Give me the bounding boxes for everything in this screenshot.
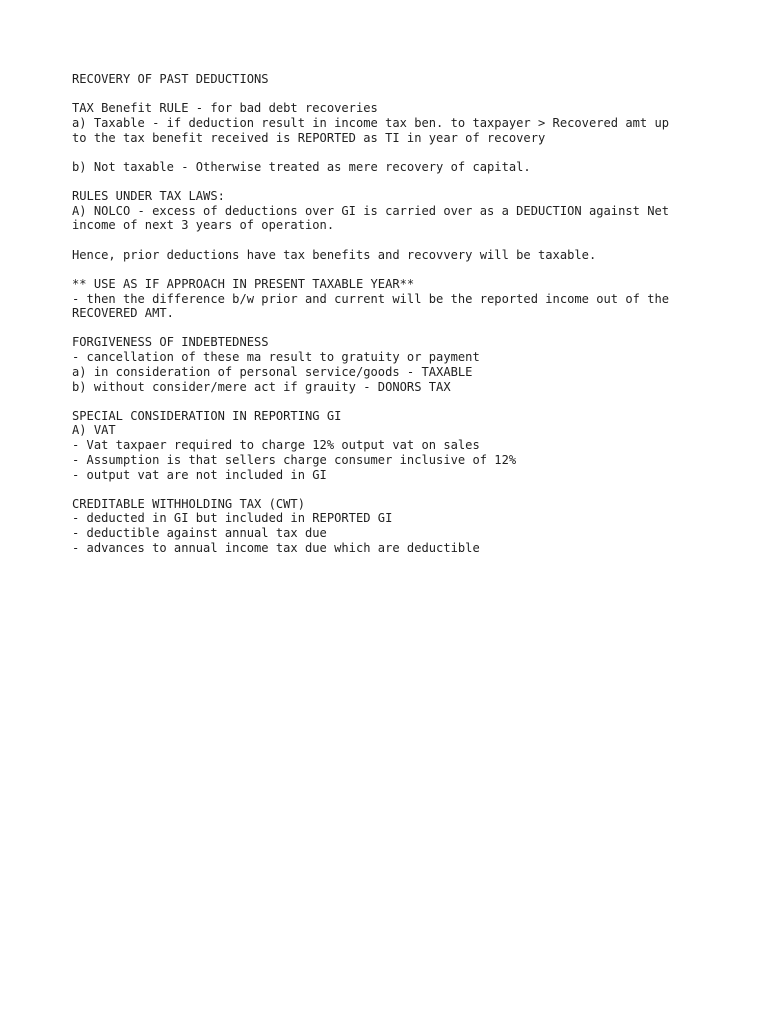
text-line: a) in consideration of personal service/goods - TAXABLE [72, 364, 473, 379]
text-line: income of next 3 years of operation. [72, 218, 335, 233]
heading-tax-benefit-rule: TAX Benefit RULE - for bad debt recoveries [72, 101, 378, 116]
text-line: b) without consider/mere act if grauity - DONORS TAX [72, 379, 451, 394]
text-line: - advances to annual income tax due which are deductible [72, 540, 480, 555]
text-line: RECOVERED AMT. [72, 306, 174, 321]
heading-special-consideration: SPECIAL CONSIDERATION IN REPORTING GI [72, 408, 342, 423]
section-recovery-title [72, 72, 712, 87]
section-creditable-withholding-tax [72, 497, 712, 556]
text-line: - then the difference b/w prior and current will be the reported income out of the [72, 291, 670, 306]
text-line: A) VAT [72, 423, 116, 438]
section-tax-benefit-rule [72, 101, 712, 145]
heading-recovery-of-past-deductions: RECOVERY OF PAST DEDUCTIONS [72, 72, 269, 86]
heading-rules-under-tax-laws: RULES UNDER TAX LAWS: [72, 189, 225, 204]
text-line: - Assumption is that sellers charge consumer inclusive of 12% [72, 452, 517, 467]
section-rules-under-tax-laws [72, 189, 712, 233]
section-forgiveness-of-indebtedness [72, 335, 712, 394]
section-as-if-approach [72, 277, 712, 321]
heading-as-if-approach: ** USE AS IF APPROACH IN PRESENT TAXABLE YEAR** [72, 276, 415, 291]
section-not-taxable [72, 160, 712, 175]
text-line: - Vat taxpaer required to charge 12% output vat on sales [72, 438, 480, 453]
text-line: - deducted in GI but included in REPORTED GI [72, 511, 393, 526]
document-body [72, 72, 712, 570]
section-special-consideration [72, 409, 712, 483]
text-line: a) Taxable - if deduction result in income tax ben. to taxpayer > Recovered amt up [72, 115, 670, 130]
text-line: - cancellation of these ma result to gratuity or payment [72, 350, 480, 365]
text-line: to the tax benefit received is REPORTED as TI in year of recovery [72, 130, 546, 145]
text-line: b) Not taxable - Otherwise treated as mere recovery of capital. [72, 159, 531, 174]
text-line: Hence, prior deductions have tax benefits and recovvery will be taxable. [72, 247, 597, 262]
text-line: - output vat are not included in GI [72, 467, 327, 482]
text-line: A) NOLCO - excess of deductions over GI is carried over as a DEDUCTION against Net [72, 203, 670, 218]
section-hence [72, 248, 712, 263]
heading-forgiveness-of-indebtedness: FORGIVENESS OF INDEBTEDNESS [72, 335, 269, 350]
text-line: - deductible against annual tax due [72, 526, 327, 541]
heading-creditable-withholding-tax: CREDITABLE WITHHOLDING TAX (CWT) [72, 496, 305, 511]
